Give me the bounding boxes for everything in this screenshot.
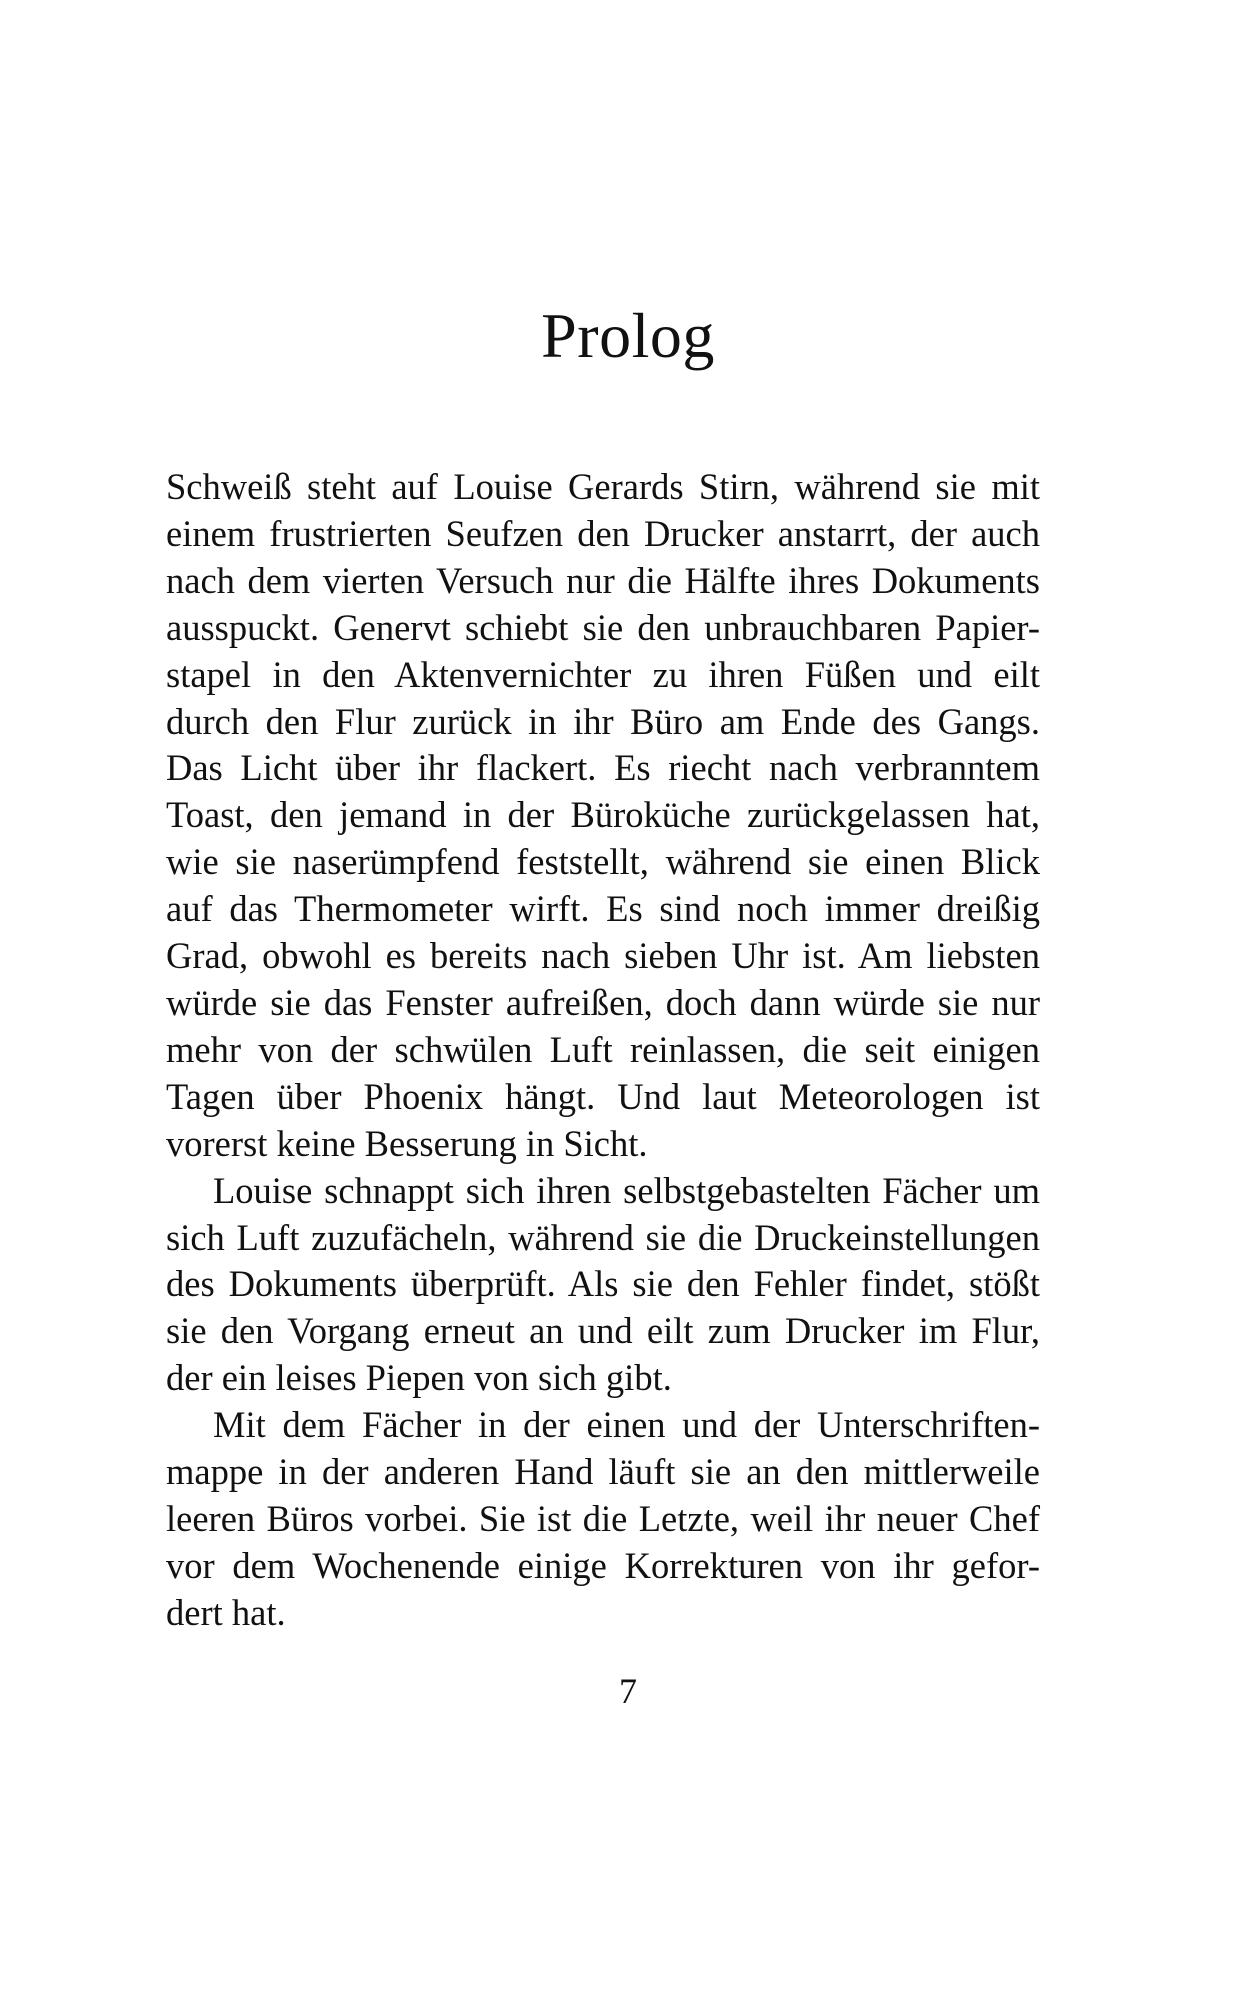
- text-line: Toast, den jemand in der Büroküche zurückgelassen hat,: [166, 794, 1040, 836]
- text-line: des Dokuments überprüft. Als sie den Fehler findet, stößt: [166, 1263, 1040, 1305]
- chapter-title: Prolog: [541, 300, 715, 371]
- text-line: Das Licht über ihr flackert. Es riecht nach verbranntem: [166, 747, 1040, 789]
- text-line: Mit dem Fächer in der einen und der Unterschriften-: [213, 1404, 1040, 1446]
- text-line: Schweiß steht auf Louise Gerards Stirn, während sie mit: [166, 466, 1040, 507]
- text-line: vorerst keine Besserung in Sicht.: [166, 1122, 648, 1164]
- body-text: [166, 464, 1040, 1637]
- text-line: dert hat.: [166, 1591, 286, 1633]
- text-line: durch den Flur zurück in ihr Büro am Ende des Gangs.: [166, 700, 1040, 742]
- text-line: auf das Thermometer wirft. Es sind noch immer dreißig: [166, 888, 1040, 930]
- text-line: nach dem vierten Versuch nur die Hälfte ihres Dokuments: [166, 559, 1040, 601]
- text-line: sich Luft zuzufächeln, während sie die Druckeinstellungen: [166, 1216, 1040, 1258]
- text-line: ausspuckt. Genervt schiebt sie den unbrauchbaren Papier-: [166, 606, 1040, 648]
- paragraph: [166, 1168, 1040, 1403]
- text-line: leeren Büros vorbei. Sie ist die Letzte, weil ihr neuer Chef: [166, 1497, 1040, 1539]
- text-line: mehr von der schwülen Luft reinlassen, die seit einigen: [166, 1028, 1040, 1070]
- text-line: wie sie naserümpfend feststellt, während sie einen Blick: [166, 841, 1040, 883]
- text-line: vor dem Wochenende einige Korrekturen von ihr gefor-: [166, 1544, 1040, 1586]
- text-line: sie den Vorgang erneut an und eilt zum Drucker im Flur,: [166, 1310, 1040, 1352]
- text-line: Grad, obwohl es bereits nach sieben Uhr ist. Am liebsten: [166, 935, 1040, 977]
- page-number: 7: [619, 1671, 637, 1711]
- text-line: mappe in der anderen Hand läuft sie an den mittlerweile: [166, 1451, 1040, 1493]
- text-line: der ein leises Piepen von sich gibt.: [166, 1357, 672, 1399]
- text-line: würde sie das Fenster aufreißen, doch dann würde sie nur: [166, 981, 1040, 1023]
- text-line: stapel in den Aktenvernichter zu ihren Füßen und eilt: [166, 653, 1040, 695]
- paragraph: [166, 464, 1040, 1168]
- text-line: Louise schnappt sich ihren selbstgebastelten Fächer um: [213, 1169, 1040, 1211]
- paragraph: [166, 1402, 1040, 1637]
- text-line: Tagen über Phoenix hängt. Und laut Meteorologen ist: [166, 1075, 1040, 1117]
- text-line: einem frustrierten Seufzen den Drucker anstarrt, der auch: [166, 512, 1040, 554]
